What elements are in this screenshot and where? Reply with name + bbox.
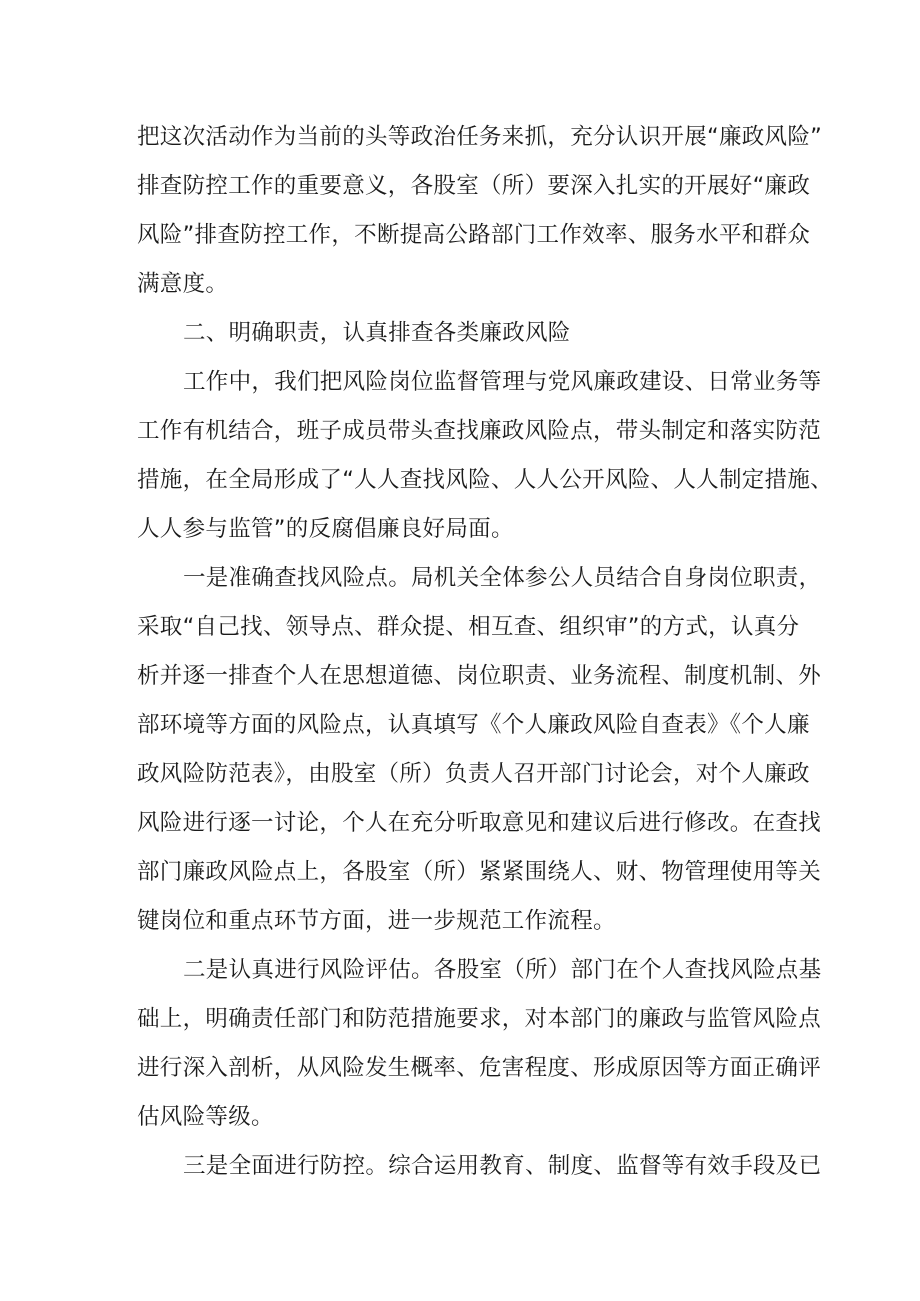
text-line: 把这次活动作为当前的头等政治任务来抓，充分认识开展“廉政风险” xyxy=(137,124,823,150)
text-line: 人人参与监管”的反腐倡廉良好局面。 xyxy=(137,516,514,542)
text-line: 三是全面进行防控。综合运用教育、制度、监督等有效手段及已 xyxy=(183,1153,822,1179)
text-line: 风险”排查防控工作，不断提高公路部门工作效率、服务水平和群众 xyxy=(137,222,811,248)
text-line: 估风险等级。 xyxy=(137,1104,274,1130)
text-line: 采取“自己找、领导点、群众提、相互查、组织审”的方式，认真分 xyxy=(137,614,800,640)
text-line: 部环境等方面的风险点，认真填写《个人廉政风险自查表》《个人廉 xyxy=(137,712,810,738)
text-line: 一是准确查找风险点。局机关全体参公人员结合自身岗位职责， xyxy=(183,565,822,591)
text-line: 排查防控工作的重要意义，各股室（所）要深入扎实的开展好“廉政 xyxy=(137,173,811,199)
text-line: 础上，明确责任部门和防范措施要求，对本部门的廉政与监管风险点 xyxy=(137,1006,822,1032)
text-line: 满意度。 xyxy=(137,271,229,297)
text-line: 政风险防范表》，由股室（所）负责人召开部门讨论会，对个人廉政 xyxy=(137,761,810,787)
text-line: 工作有机结合，班子成员带头查找廉政风险点，带头制定和落实防范 xyxy=(137,418,822,444)
text-line: 工作中，我们把风险岗位监督管理与党风廉政建设、日常业务等 xyxy=(183,369,822,395)
text-line: 风险进行逐一讨论，个人在充分听取意见和建议后进行修改。在查找 xyxy=(137,810,822,836)
text-line: 析并逐一排查个人在思想道德、岗位职责、业务流程、制度机制、外 xyxy=(137,663,822,689)
text-line: 措施，在全局形成了“人人查找风险、人人公开风险、人人制定措施、 xyxy=(137,467,833,493)
text-line: 二是认真进行风险评估。各股室（所）部门在个人查找风险点基 xyxy=(183,957,822,983)
text-line: 进行深入剖析，从风险发生概率、危害程度、形成原因等方面正确评 xyxy=(137,1055,822,1081)
section-heading: 二、明确职责，认真排查各类廉政风险 xyxy=(183,320,571,346)
text-line: 键岗位和重点环节方面，进一步规范工作流程。 xyxy=(137,908,616,934)
text-line: 部门廉政风险点上，各股室（所）紧紧围绕人、财、物管理使用等关 xyxy=(137,859,822,885)
